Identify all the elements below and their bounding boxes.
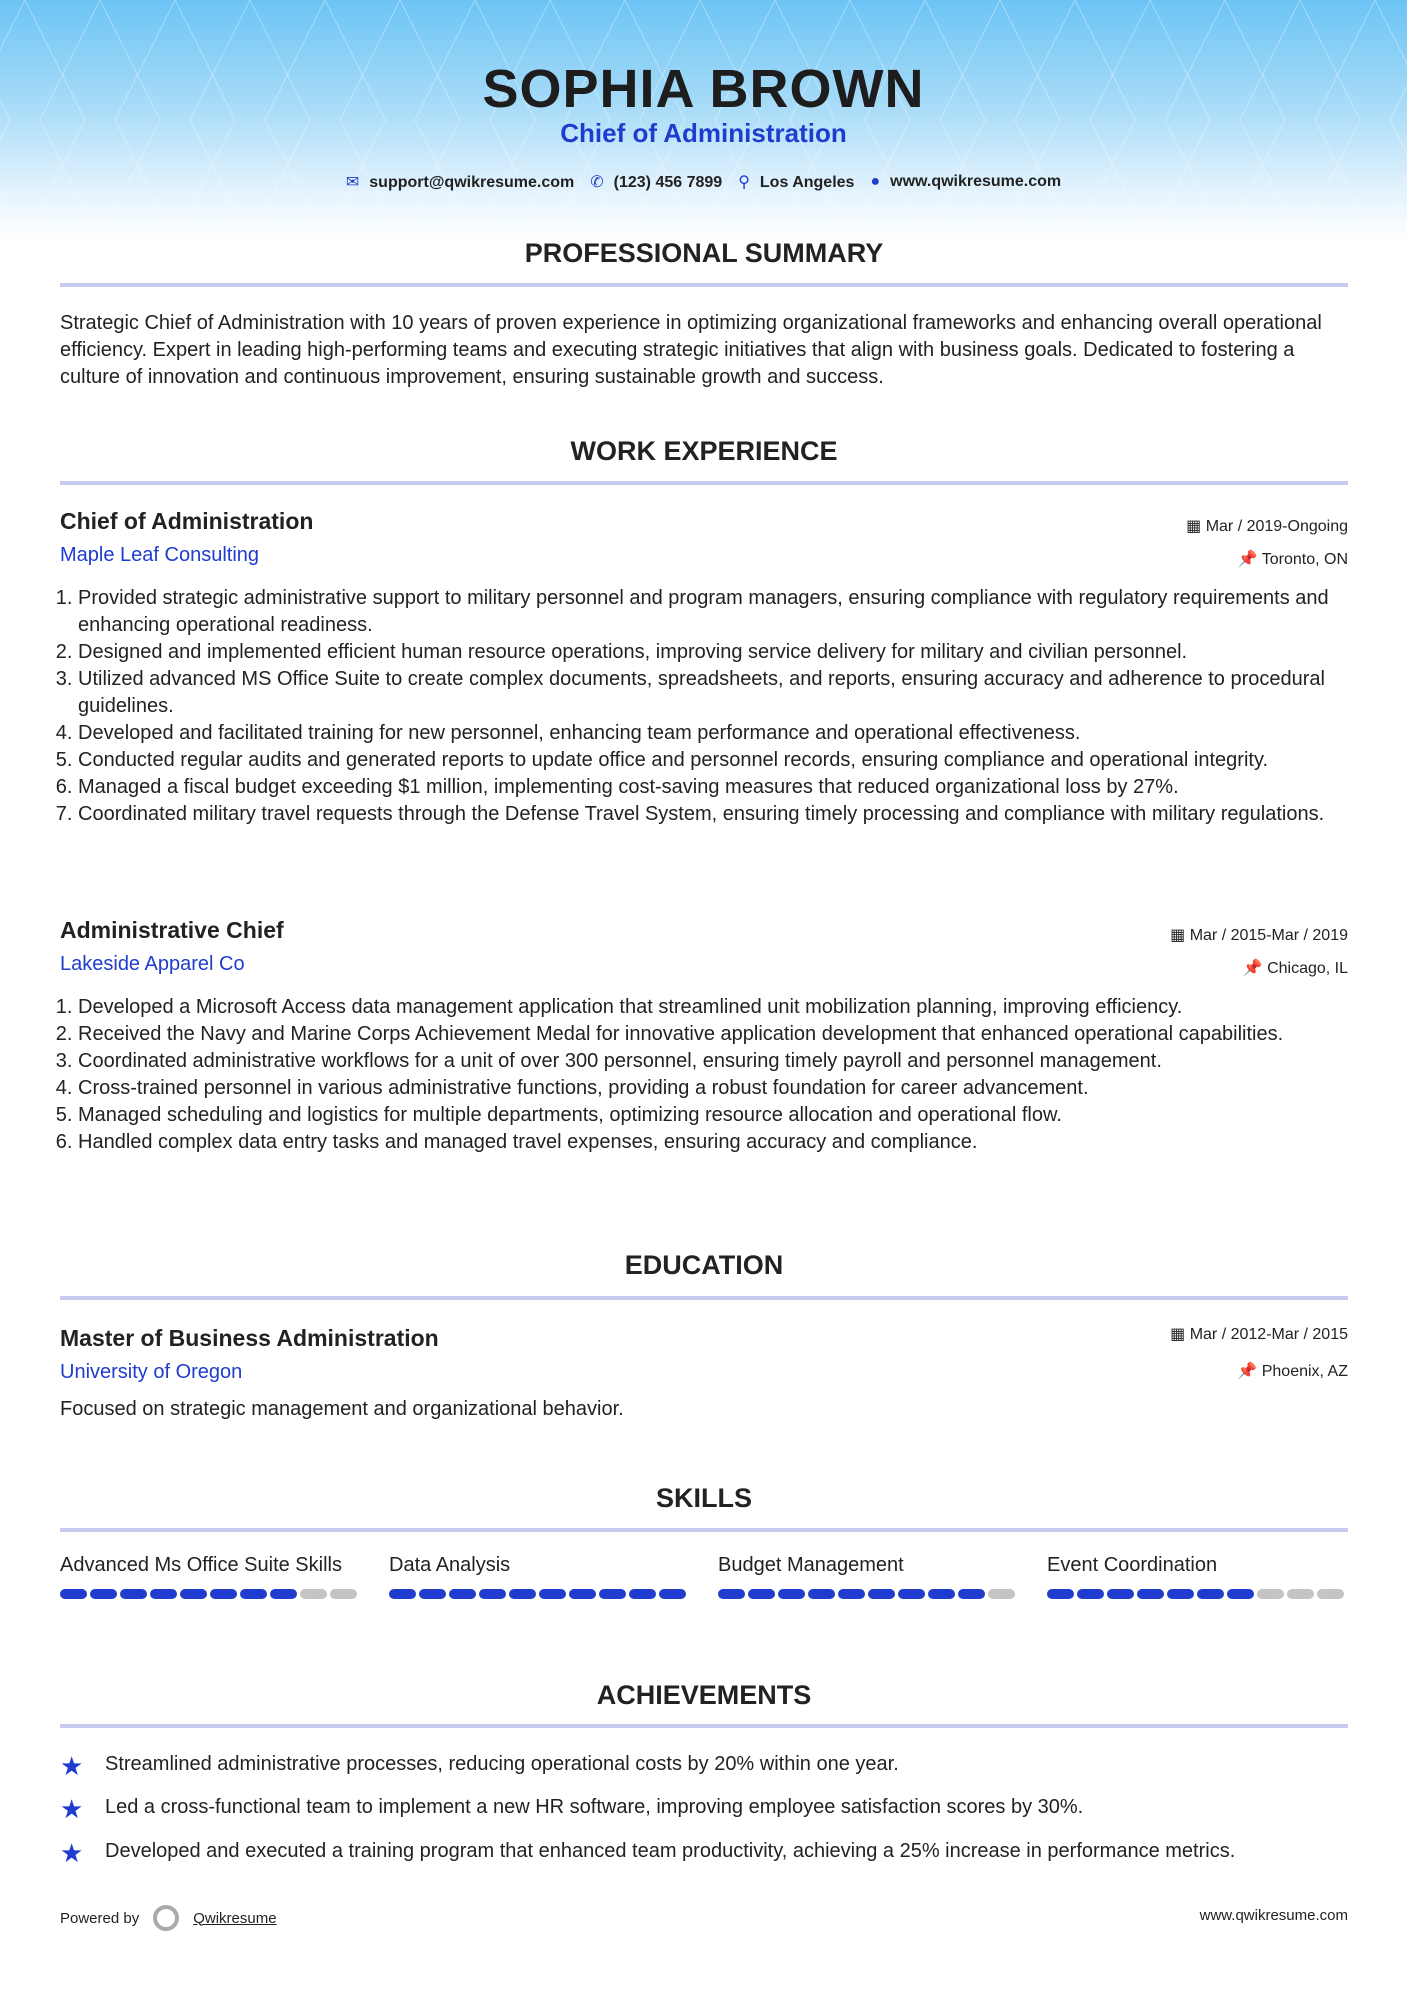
company-name: Lakeside Apparel Co [60, 953, 245, 975]
job-location: 📌 Toronto, ON [1237, 551, 1348, 568]
skill-segment [270, 1589, 297, 1599]
skill-segment [509, 1589, 536, 1599]
contact-email[interactable]: ✉ support@qwikresume.com [345, 174, 575, 191]
candidate-name: SOPHIA BROWN [482, 59, 925, 119]
star-icon: ★ [60, 1838, 84, 1868]
skill-segment [300, 1589, 327, 1599]
list-item: 3. Coordinated administrative workflows for a unit of over 300 personnel, ensuring timely payroll and personnel management. [78, 1048, 1350, 1075]
skill-segment [120, 1589, 147, 1599]
divider [60, 1528, 1348, 1532]
skill-segment [240, 1589, 267, 1599]
map-marker-icon: ⚲ [738, 174, 750, 191]
skill-segment [629, 1589, 656, 1599]
education-dates: ▦ Mar / 2012-Mar / 2015 [1170, 1326, 1348, 1343]
skill-segment [569, 1589, 596, 1599]
divider [60, 1296, 1348, 1300]
skill-segment [1047, 1589, 1074, 1599]
skill-name: Budget Management [718, 1554, 904, 1576]
skill-segment [539, 1589, 566, 1599]
skill-segment [718, 1589, 745, 1599]
skill-level-bar [389, 1589, 689, 1599]
section-heading-education: EDUCATION [624, 1250, 784, 1280]
skill-segment [210, 1589, 237, 1599]
section-heading-skills: SKILLS [655, 1483, 752, 1513]
job-dates: ▦ Mar / 2019-Ongoing [1186, 518, 1348, 535]
resume-header [0, 0, 1407, 240]
footer-website[interactable]: www.qwikresume.com [1199, 1907, 1348, 1924]
list-item: 2. Designed and implemented efficient human resource operations, improving service delivery for military and civilian personnel. [78, 639, 1350, 666]
job-bullets [60, 585, 1350, 828]
list-item: 7. Coordinated military travel requests through the Defense Travel System, ensuring timely processing and compliance with military regulations. [78, 801, 1350, 828]
list-item: 1. Developed a Microsoft Access data management application that streamlined unit mobilization planning, improving efficiency. [78, 994, 1350, 1021]
calendar-icon: ▦ [1186, 518, 1206, 535]
skill-segment [150, 1589, 177, 1599]
skill-name: Event Coordination [1047, 1554, 1218, 1576]
skill-segment [778, 1589, 805, 1599]
phone-icon: ✆ [590, 174, 604, 191]
skill-segment [659, 1589, 686, 1599]
footer-powered-by: Powered by Qwikresume [60, 1905, 277, 1931]
skill-segment [1077, 1589, 1104, 1599]
skill-segment [330, 1589, 357, 1599]
job-title: Chief of Administration [60, 508, 314, 534]
achievement-item: ★ Streamlined administrative processes, reducing operational costs by 20% within one year. [60, 1751, 899, 1781]
skill-segment [1107, 1589, 1134, 1599]
list-item: 1. Provided strategic administrative support to military personnel and program managers, ensuring compliance with regulatory requirements and enhancing operational readiness. [78, 585, 1350, 639]
divider [60, 283, 1348, 287]
education-location: 📌 Phoenix, AZ [1237, 1363, 1348, 1380]
list-item: 4. Cross-trained personnel in various administrative functions, providing a robust foundation for career advancement. [78, 1075, 1350, 1102]
divider [60, 481, 1348, 485]
qwikresume-logo-icon [153, 1905, 179, 1931]
job-dates: ▦ Mar / 2015-Mar / 2019 [1170, 927, 1348, 944]
skill-segment [60, 1589, 87, 1599]
pin-icon: 📌 [1242, 960, 1268, 977]
job-title: Administrative Chief [60, 917, 284, 943]
skill-segment [958, 1589, 985, 1599]
skill-segment [1197, 1589, 1224, 1599]
skill-segment [1287, 1589, 1314, 1599]
skill-level-bar [60, 1589, 360, 1599]
skill-segment [1257, 1589, 1284, 1599]
list-item: 6. Managed a fiscal budget exceeding $1 million, implementing cost-saving measures that reduced organizational loss by 27%. [78, 774, 1350, 801]
skill-segment [389, 1589, 416, 1599]
achievement-item: ★ Led a cross-functional team to implement a new HR software, improving employee satisfaction scores by 30%. [60, 1794, 1084, 1824]
contact-website[interactable]: ● www.qwikresume.com [870, 173, 1062, 190]
section-heading-achievements: ACHIEVEMENTS [596, 1680, 812, 1710]
skill-item [1047, 1552, 1347, 1599]
contact-location: ⚲ Los Angeles [738, 174, 855, 191]
skill-segment [599, 1589, 626, 1599]
skill-segment [868, 1589, 895, 1599]
globe-icon: ● [870, 173, 881, 190]
section-heading-summary: PROFESSIONAL SUMMARY [524, 238, 884, 268]
skill-segment [988, 1589, 1015, 1599]
list-item: 5. Conducted regular audits and generated reports to update office and personnel records, ensuring compliance and operational integrity. [78, 747, 1350, 774]
skill-segment [1317, 1589, 1344, 1599]
skill-segment [838, 1589, 865, 1599]
skill-segment [1137, 1589, 1164, 1599]
candidate-title: Chief of Administration [560, 118, 847, 148]
envelope-icon: ✉ [345, 174, 360, 191]
skill-segment [1227, 1589, 1254, 1599]
star-icon: ★ [60, 1751, 84, 1781]
skill-name: Data Analysis [389, 1554, 511, 1576]
star-icon: ★ [60, 1794, 84, 1824]
list-item: 3. Utilized advanced MS Office Suite to create complex documents, spreadsheets, and reports, ensuring accuracy and adherence to procedural guidelines. [78, 666, 1350, 720]
degree-title: Master of Business Administration [60, 1325, 439, 1351]
company-name: Maple Leaf Consulting [60, 544, 260, 566]
calendar-icon: ▦ [1170, 1326, 1190, 1343]
contact-info [0, 172, 1407, 192]
skill-item [60, 1552, 360, 1599]
skill-segment [449, 1589, 476, 1599]
list-item: 6. Handled complex data entry tasks and managed travel expenses, ensuring accuracy and compliance. [78, 1129, 1350, 1156]
list-item: 5. Managed scheduling and logistics for multiple departments, optimizing resource allocation and operational flow. [78, 1102, 1350, 1129]
skill-segment [898, 1589, 925, 1599]
skill-item [718, 1552, 1018, 1599]
skill-segment [808, 1589, 835, 1599]
section-heading-experience: WORK EXPERIENCE [570, 436, 838, 466]
skill-segment [928, 1589, 955, 1599]
job-location: 📌 Chicago, IL [1242, 960, 1348, 977]
skill-level-bar [718, 1589, 1018, 1599]
school-name: University of Oregon [60, 1361, 243, 1383]
job-bullets [60, 994, 1350, 1156]
skill-segment [1167, 1589, 1194, 1599]
skill-segment [748, 1589, 775, 1599]
skill-segment [479, 1589, 506, 1599]
pin-icon: 📌 [1237, 1363, 1262, 1380]
skill-segment [90, 1589, 117, 1599]
list-item: 2. Received the Navy and Marine Corps Achievement Medal for innovative application development that enhanced operational capabilities. [78, 1021, 1350, 1048]
brand-link[interactable]: Qwikresume [193, 1909, 277, 1927]
pin-icon: 📌 [1237, 551, 1262, 568]
achievement-item: ★ Developed and executed a training program that enhanced team productivity, achieving a 25% increase in performance metrics. [60, 1838, 1236, 1868]
skill-name: Advanced Ms Office Suite Skills [60, 1554, 342, 1576]
skill-level-bar [1047, 1589, 1347, 1599]
education-description: Focused on strategic management and organizational behavior. [60, 1398, 624, 1420]
skill-segment [180, 1589, 207, 1599]
skill-segment [419, 1589, 446, 1599]
divider [60, 1724, 1348, 1728]
calendar-icon: ▦ [1170, 927, 1190, 944]
list-item: 4. Developed and facilitated training for new personnel, enhancing team performance and operational effectiveness. [78, 720, 1350, 747]
skill-item [389, 1552, 689, 1599]
contact-phone[interactable]: ✆ (123) 456 7899 [590, 174, 723, 191]
summary-text: Strategic Chief of Administration with 10 years of proven experience in optimizing organizational frameworks and enhancing overall operational efficiency. Expert in leading high-performing teams and executing strategic initiatives that align with business goals. Dedicated to fostering a culture of innovation and continuous improvement, ensuring sustainable growth and success. [60, 312, 1322, 388]
